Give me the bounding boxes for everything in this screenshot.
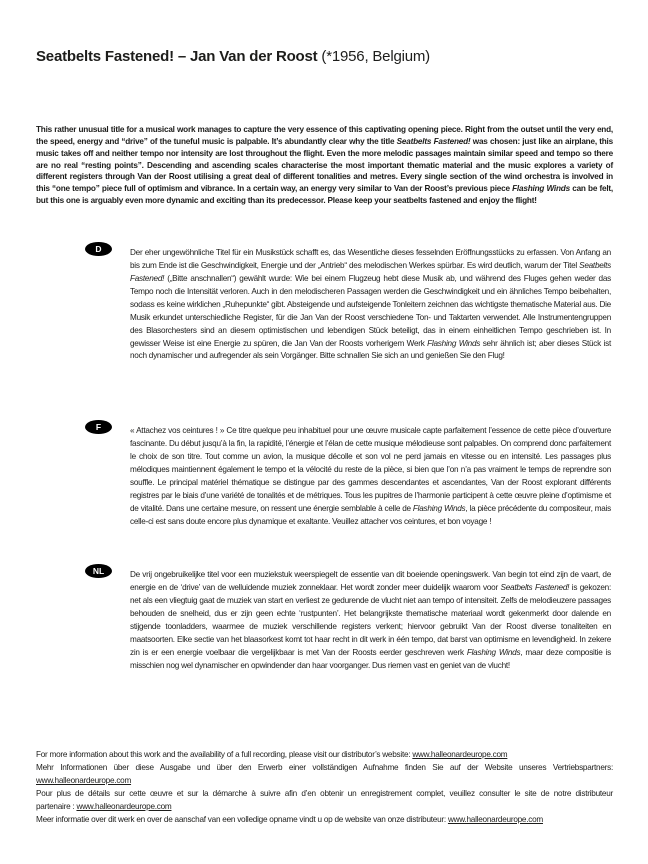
text-segment: Meer informatie over dit werk en over de aanschaf van een volledige opname vindt u op de website van onze distributeur: <box>36 814 448 824</box>
text-segment: Seatbelts Fastened! <box>500 583 570 593</box>
footer-line-german-url <box>36 775 613 788</box>
lang-badge-french: F <box>85 420 112 434</box>
footer-line-english <box>36 749 613 762</box>
text-segment: , la pièce précédente du compositeur, mais celle-ci est sans doute encore plus dynamique et exaltante. Veuillez attacher vos ceintures, et bon voyage ! <box>130 503 611 526</box>
intro-paragraph-english <box>36 124 613 207</box>
text-segment: Flashing Winds <box>466 647 521 657</box>
text-segment: Mehr Informationen über diese Ausgabe und über den Erwerb einer vollständigen Aufnahme finden Sie auf der Website unseres Vertriebspartners: <box>36 762 613 772</box>
text-segment: Flashing Winds <box>412 503 466 513</box>
paragraph-dutch <box>130 569 611 672</box>
distributor-website-link[interactable]: www.halleonardeurope.com <box>36 775 132 785</box>
text-segment: For more information about this work and the availability of a full recording, please visit our distributor’s website: <box>36 750 413 759</box>
text-segment: Pour plus de détails sur cette œuvre et sur la démarche à suivre afin d’en obtenir un enregistrement complet, veuillez consulter le site de notre distributeur <box>36 788 613 798</box>
text-segment: sehr ähnlich ist; aber dieses Stück ist noch dynamischer und aufregender als sein Vorgänger. Bitte schnallen Sie sich an und genießen Sie den Flug! <box>130 338 611 361</box>
lang-badge-dutch: NL <box>85 564 112 578</box>
text-segment: partenaire : <box>36 801 77 811</box>
paragraph-french <box>130 425 611 528</box>
composer-birth-info: (*1956, Belgium) <box>317 48 430 66</box>
text-segment: is gekozen: net als een vliegtuig gaat de muziek van start en verliest ze gedurende de vlucht niet aan tempo of intensiteit. Zelfs de melodieuzere passages behouden de snelheid, dus er zijn geen echte ‘rustpunten’. Het belangrijkste thematische materiaal wordt gekenmerkt door dalende en stijgende toonladders, waarmee de muziek verschillende registers verkent; hiervoor gebruikt Van der Roost diverse tonaliteiten en maatsoorten. Elke sectie van het blaasorkest komt tot haar recht in dit werk in één tempo, dat barst van optimisme en levendigheid. In zekere zin is er een energie voelbaar die vergelijkbaar is met Van der Roosts eerder geschreven werk <box>130 583 611 657</box>
footer-line-french-url <box>36 801 613 814</box>
text-segment: « Attachez vos ceintures ! » Ce titre quelque peu inhabituel pour une œuvre musicale capte parfaitement l’essence de cette pièce d’ouverture fascinante. Du début jusqu’à la fin, la rapidité, l’énergie et l’élan de cette musique mélodieuse sont palpables. On comprend donc parfaitement le choix de son titre. Tout comme un avion, la musique décolle et son vol ne perd jamais en vitesse ou en intensité. Les passages plus mélodiques maintiennent également le tempo et la vélocité du reste de la pièce, si bien que l’on n’a pas vraiment le temps de reprendre son souffle. Le principal matériel thématique se distingue par des gammes descendantes et ascendantes, Van der Roost explorant différents registres par le biais d’une variété de tonalités et de métriques. Tous les pupitres de l’harmonie participent à cette œuvre pleine d’optimisme et de vitalité. Dans une certaine mesure, on ressent une énergie semblable à celle de <box>130 426 611 513</box>
text-segment: De vrij ongebruikelijke titel voor een muziekstuk weerspiegelt de essentie van dit boeiende openingswerk. Van begin tot eind zijn de vaart, de energie en de ‘drive’ van de welluidende muziek zonneklaar. Het wordt zonder meer duidelijk waarom voor <box>130 570 611 593</box>
footer-line-german <box>36 762 613 775</box>
text-segment: Flashing Winds <box>512 184 570 194</box>
distributor-website-link[interactable]: www.halleonardeurope.com <box>447 814 543 824</box>
footer-line-dutch <box>36 814 613 827</box>
text-segment: This rather unusual title for a musical work manages to capture the very essence of this captivating opening piece. Right from the outset until the very end, the speed, energy and “drive” of the tuneful music is palpable. It’s abundantly clear why the title <box>36 125 613 146</box>
lang-section-dutch <box>36 561 613 681</box>
text-segment: Der eher ungewöhnliche Titel für ein Musikstück schafft es, das Wesentliche dieses fesselnden Eröffnungsstücks zu erfassen. Von Anfang an bis zum Ende ist die Geschwindigkeit, Energie und der „Antrieb“ des melodischen Werkes spürbar. Es wird deutlich, warum der Titel <box>130 248 611 271</box>
paragraph-german <box>130 247 611 363</box>
footer-distributor-info <box>36 749 613 826</box>
lang-section-french <box>36 417 613 537</box>
text-segment: can be felt, but this one is arguably even more dynamic and exciting than its predecessor. Please keep your seatbelts fastened and enjoy the flight! <box>36 184 613 205</box>
text-segment: , maar deze compositie is misschien nog wel dynamischer en opwindender dan haar voorganger. Dus riemen vast en geniet van de vlucht! <box>130 647 611 670</box>
text-segment: Seatbelts Fastened! <box>130 261 611 283</box>
text-segment: Flashing Winds <box>427 338 481 348</box>
distributor-website-link[interactable]: www.halleonardeurope.com <box>412 750 508 759</box>
text-segment: Seatbelts Fastened! <box>396 136 471 146</box>
lang-section-german <box>36 239 613 372</box>
lang-badge-german: D <box>85 242 112 256</box>
text-segment: was chosen: just like an airplane, this music takes off and neither tempo nor intensity are lost throughout the flight. Even the more melodic passages maintain similar speed and tempo so there are no real “resting points”. Descending and ascending scales characterise the most important thematic material and the music explores a variety of different registers through Van der Roost utilising a great deal of different tonalities and metres. Every single section of the wind orchestra is involved in this “one tempo” piece full of optimism and vibrance. In a certain way, an energy very similar to Van der Roost’s previous piece <box>36 136 613 194</box>
distributor-website-link[interactable]: www.halleonardeurope.com <box>76 801 172 811</box>
footer-line-french <box>36 788 613 801</box>
work-title-and-composer: Seatbelts Fastened! – Jan Van der Roost <box>36 48 318 66</box>
page-title <box>36 48 430 66</box>
text-segment: („Bitte anschnallen“) gewählt wurde: Wie bei einem Flugzeug hebt diese Musik ab, und während des Fluges gehen weder das Tempo noch die Intensität verloren. Auch in den melodischeren Passagen werden die Geschwindigkeit und ein ähnliches Tempo beibehalten, sodass es keine wirklichen „Ruhepunkte“ gibt. Absteigende und aufsteigende Tonleitern zeichnen das wichtigste thematische Material aus. Die Musik erkundet unterschiedliche Register, für die Jan Van der Roost verschiedene Ton- und Taktarten verwendet. Alle Instrumentengruppen des Blasorchesters sind an diesem optimistischen und lebendigen Stück beteiligt, das in einem einheitlichen Tempo geschrieben ist. In gewisser Weise ist eine Energie zu spüren, die Jan Van der Roosts vorherigem Werk <box>130 274 611 348</box>
